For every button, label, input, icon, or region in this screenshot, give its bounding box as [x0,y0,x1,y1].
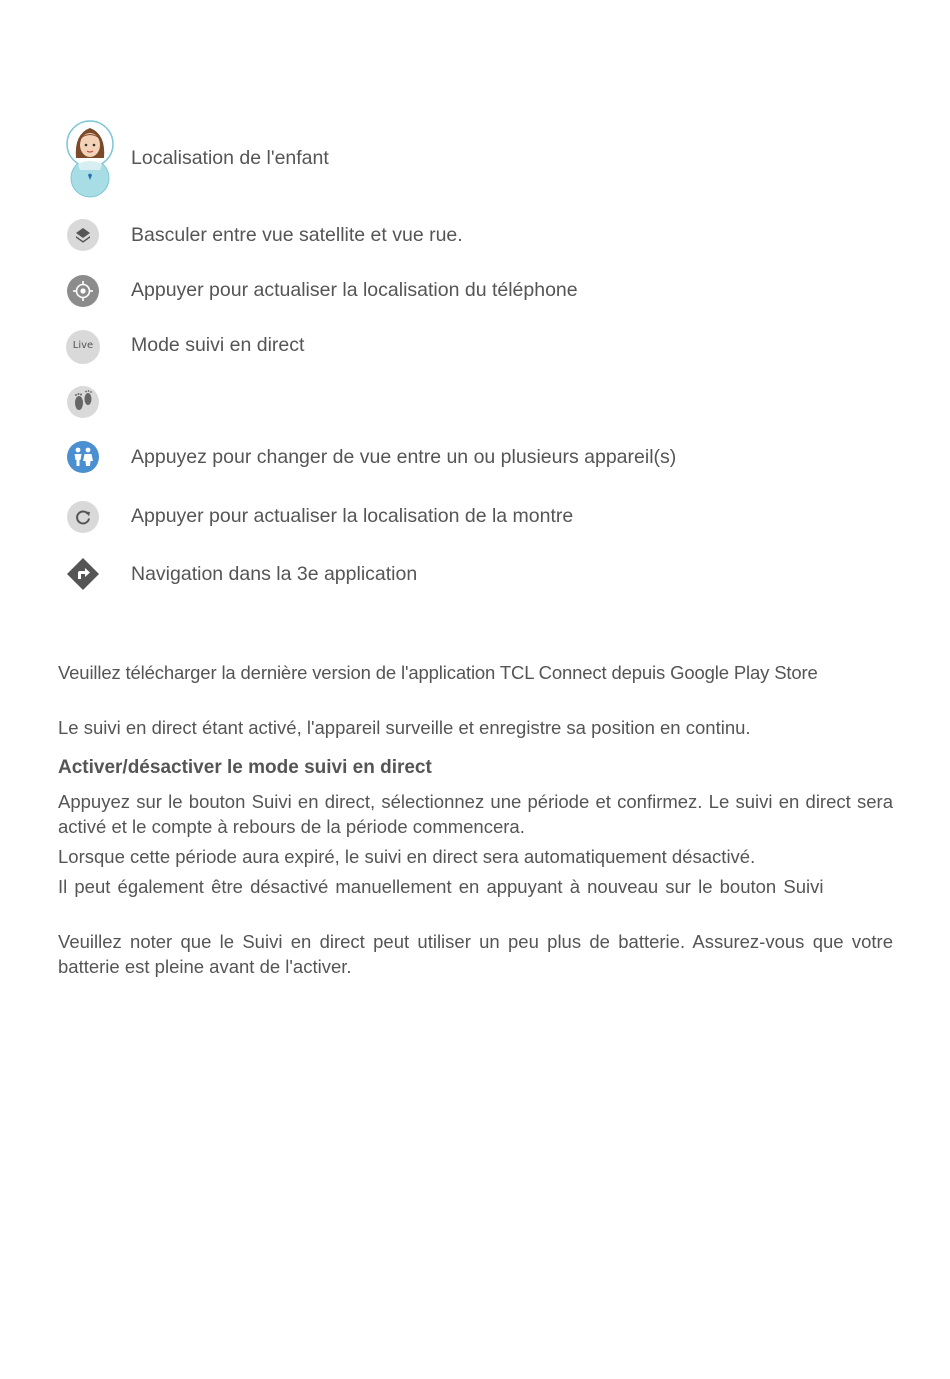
download-note: Veuillez télécharger la dernière version de l'application TCL Connect depuis Google Play Store [58,662,818,683]
live-icon-text: Live [72,340,94,351]
locate-icon [66,274,100,308]
live-active-note: Le suivi en direct étant activé, l'appareil surveille et enregistre sa position en continu. [58,717,751,738]
legend-item-child-location [0,120,950,200]
layers-icon [66,218,100,252]
battery-note: Veuillez noter que le Suivi en direct peut utiliser un peu plus de batterie. Assurez-vous que votre batterie est pleine avant de l'activer. [58,931,893,977]
section-paragraph-1: Appuyez sur le bouton Suivi en direct, sélectionnez une période et confirmez. Le suivi en direct sera activé et le compte à rebours de la période commencera. [58,791,893,837]
legend-label: Appuyer pour actualiser la localisation du téléphone [131,279,578,301]
legend-item-live-mode [0,328,950,368]
legend-item-footprints [0,384,950,424]
section-paragraph-3: Il peut également être désactivé manuellement en appuyant à nouveau sur le bouton Suivi [58,876,824,897]
section-heading: Activer/désactiver le mode suivi en direct [58,757,432,778]
legend-label: Navigation dans la 3e application [131,563,418,585]
legend-item-refresh-watch [0,498,950,538]
section-paragraph-2: Lorsque cette période aura expiré, le suivi en direct sera automatiquement désactivé. [58,846,756,867]
navigation-icon [66,557,100,591]
legend-item-navigation [0,556,950,596]
footprints-icon [66,385,100,419]
refresh-icon [66,500,100,534]
legend-label: Appuyer pour actualiser la localisation de la montre [131,505,574,527]
legend-label: Basculer entre vue satellite et vue rue. [131,224,463,246]
child-avatar-icon [66,120,116,198]
live-icon [66,330,100,364]
legend-item-refresh-phone [0,273,950,313]
legend-item-switch-devices [0,439,950,479]
multi-device-icon [66,440,100,474]
legend-label: Appuyez pour changer de vue entre un ou plusieurs appareil(s) [131,446,677,468]
legend-item-map-type [0,218,950,258]
legend-label: Mode suivi en direct [131,334,305,356]
legend-label: Localisation de l'enfant [131,147,329,169]
